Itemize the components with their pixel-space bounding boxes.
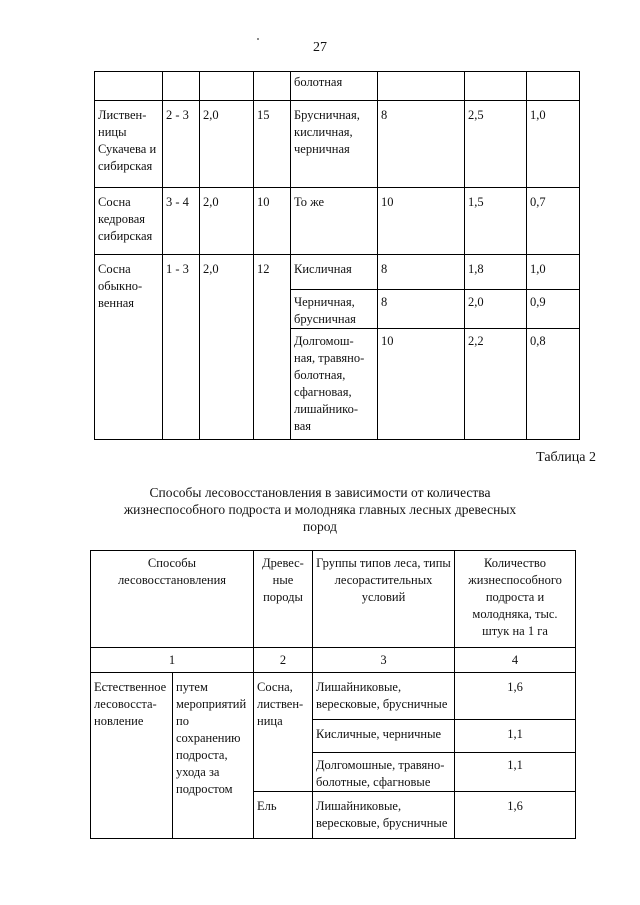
table-caption: Способы лесовосстановления в зависимости от количества жизнеспособного подроста и молодняка главных лесных древесных пород [123,485,517,534]
column-number: 2 [254,648,313,673]
value-cell: 0,9 [527,290,580,329]
quantity-cell: 1,6 [455,673,576,720]
species-cell: Листвен-ницы Сукачева и сибирская [95,101,163,188]
quantity-cell: 1,6 [455,792,576,839]
species-cell: Сосна, листвен-ница [254,673,313,792]
species-cell: Сосна обыкно-венная [95,255,163,440]
column-number: 1 [91,648,254,673]
value-cell [378,72,465,101]
value-cell: 8 [378,290,465,329]
species-table-continued [94,71,580,440]
value-cell: 0,7 [527,188,580,255]
forest-type-cell: Черничная, брусничная [291,290,378,329]
species-cell [95,72,163,101]
forest-type-cell: болотная [291,72,378,101]
age-cell: 3 - 4 [163,188,200,255]
quantity-cell: 1,1 [455,753,576,792]
header-quantity: Количество жизнеспособного подроста и молодняка, тыс. штук на 1 га [455,551,576,648]
table-row [95,101,580,188]
count-cell: 15 [254,101,291,188]
value-cell: 0,8 [527,329,580,440]
count-cell: 10 [254,188,291,255]
age-cell: 1 - 3 [163,255,200,440]
scan-speck [257,38,259,40]
value-cell: 1,5 [465,188,527,255]
method-detail-cell: путем мероприятий по сохранению подроста, ухода за подростом [173,673,254,839]
forest-type-cell: Долгомош-ная, травяно-болотная, сфагновая, лишайнико-вая [291,329,378,440]
group-cell: Лишайниковые, вересковые, брусничные [313,673,455,720]
species-cell: Сосна кедровая сибирская [95,188,163,255]
density-cell [200,72,254,101]
group-cell: Долгомошные, травяно-болотные, сфагновые [313,753,455,792]
column-number: 3 [313,648,455,673]
density-cell: 2,0 [200,255,254,440]
group-cell: Лишайниковые, вересковые, брусничные [313,792,455,839]
header-groups: Группы типов леса, типы лесорастительных условий [313,551,455,648]
density-cell: 2,0 [200,188,254,255]
column-number: 4 [455,648,576,673]
header-row [91,551,576,648]
header-species: Древес-ные породы [254,551,313,648]
column-numbers-row [91,648,576,673]
value-cell: 8 [378,255,465,290]
value-cell: 2,2 [465,329,527,440]
species-cell: Ель [254,792,313,839]
value-cell [465,72,527,101]
value-cell: 1,8 [465,255,527,290]
table-row [95,72,580,101]
value-cell: 10 [378,188,465,255]
reforestation-methods-table [90,550,576,839]
value-cell: 10 [378,329,465,440]
count-cell: 12 [254,255,291,440]
forest-type-cell: Кисличная [291,255,378,290]
count-cell [254,72,291,101]
table-row [91,673,576,720]
quantity-cell: 1,1 [455,720,576,753]
table-row [95,255,580,290]
page-number: 27 [313,40,327,55]
value-cell: 2,5 [465,101,527,188]
group-cell: Кисличные, черничные [313,720,455,753]
header-methods: Способы лесовосстановления [91,551,254,648]
value-cell [527,72,580,101]
age-cell: 2 - 3 [163,101,200,188]
density-cell: 2,0 [200,101,254,188]
forest-type-cell: То же [291,188,378,255]
value-cell: 2,0 [465,290,527,329]
age-cell [163,72,200,101]
method-name-cell: Естественное лесовосста-новление [91,673,173,839]
value-cell: 8 [378,101,465,188]
forest-type-cell: Брусничная, кисличная, черничная [291,101,378,188]
value-cell: 1,0 [527,255,580,290]
table-row [95,188,580,255]
value-cell: 1,0 [527,101,580,188]
table-label: Таблица 2 [536,450,596,465]
